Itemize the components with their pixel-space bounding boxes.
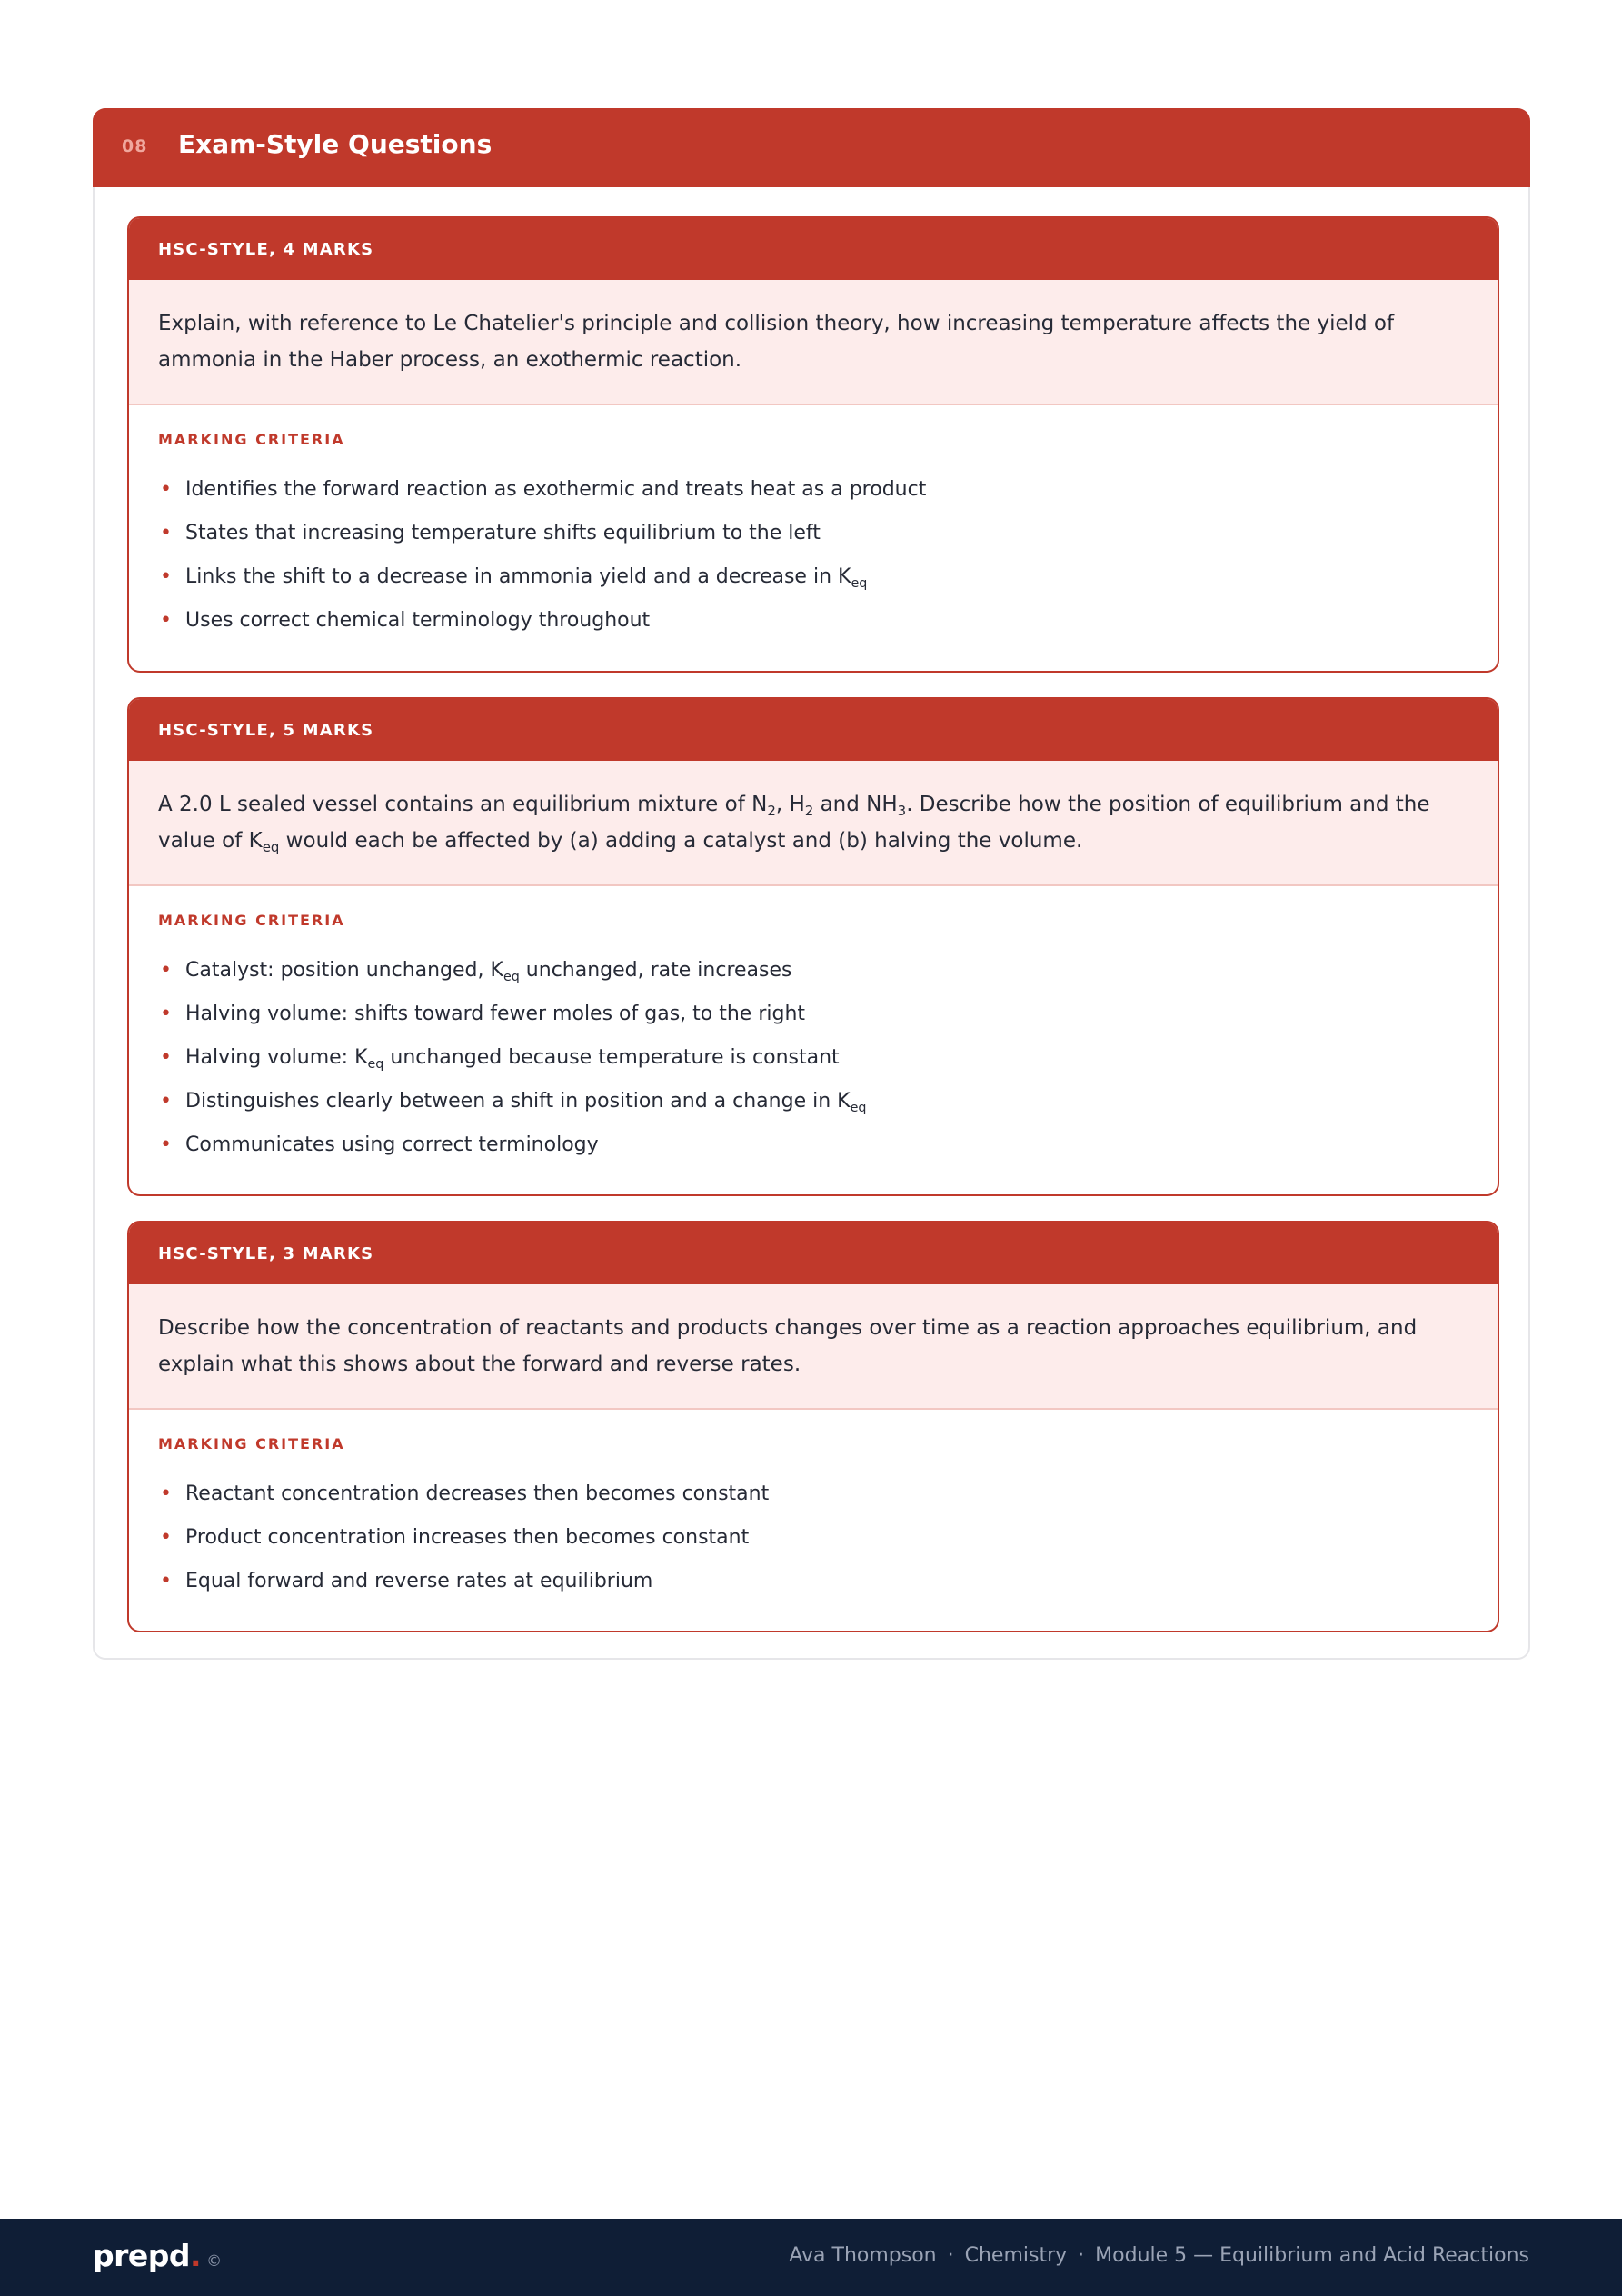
subject-name: Chemistry <box>964 2244 1068 2267</box>
section-header <box>93 108 1530 187</box>
footer-meta <box>789 2244 1529 2267</box>
bullet-icon: • <box>160 478 172 501</box>
exam-questions-section <box>93 108 1530 1660</box>
copyright-icon: © <box>206 2252 222 2271</box>
bullet-icon: • <box>160 1133 172 1156</box>
section-title: Exam-Style Questions <box>178 129 493 159</box>
question-text: Explain, with reference to Le Chatelier's principle and collision theory, how increasing temperature affects the yield of ammonia in the Haber process, an exothermic reaction. <box>129 280 1498 405</box>
criteria-item: • Communicates using correct terminology <box>158 1123 1468 1167</box>
prepd-logo[interactable] <box>93 2238 222 2273</box>
question-card-3 <box>127 1221 1499 1632</box>
question-text: Describe how the concentration of reactants and products changes over time as a reaction approaches equilibrium, and explain what this shows about the forward and reverse rates. <box>129 1284 1498 1410</box>
criteria-item: • Uses correct chemical terminology throughout <box>158 599 1468 643</box>
bullet-icon: • <box>160 1090 172 1113</box>
criteria-item: • Distinguishes clearly between a shift in position and a change in $K_{eq}$ <box>158 1080 1468 1123</box>
criteria-item: • Catalyst: position unchanged, $K_{eq}$ unchanged, rate increases <box>158 949 1468 993</box>
criteria-list <box>158 468 1468 643</box>
marking-criteria-label: MARKING CRITERIA <box>158 431 345 448</box>
marking-criteria <box>129 1410 1498 1603</box>
question-text: A 2.0 L sealed vessel contains an equilibrium mixture of $N_2$, $H_2$ and $NH_3$. Describe how the position of equilibrium and the value of $K_{eq}$ would each be affected by (a) adding a catalyst and (b) halving the volume. <box>129 761 1498 886</box>
logo-dot: . <box>190 2238 202 2273</box>
marking-criteria <box>129 886 1498 1167</box>
logo-text: prepd <box>93 2238 191 2273</box>
criteria-list <box>158 1472 1468 1603</box>
criteria-item: • Identifies the forward reaction as exothermic and treats heat as a product <box>158 468 1468 512</box>
marking-criteria-label: MARKING CRITERIA <box>158 1435 345 1452</box>
separator: · <box>1078 2244 1085 2267</box>
marking-criteria-label: MARKING CRITERIA <box>158 912 345 929</box>
marking-criteria <box>129 405 1498 643</box>
student-name: Ava Thompson <box>789 2244 937 2267</box>
criteria-item: • Equal forward and reverse rates at equilibrium <box>158 1560 1468 1603</box>
question-card-1 <box>127 216 1499 673</box>
bullet-icon: • <box>160 1526 172 1549</box>
module-name: Module 5 — Equilibrium and Acid Reactions <box>1095 2244 1529 2267</box>
criteria-item: • Reactant concentration decreases then becomes constant <box>158 1472 1468 1516</box>
criteria-item: • Links the shift to a decrease in ammonia yield and a decrease in $K_{eq}$ <box>158 555 1468 599</box>
separator: · <box>947 2244 954 2267</box>
criteria-item: • Halving volume: $K_{eq}$ unchanged because temperature is constant <box>158 1036 1468 1080</box>
criteria-list <box>158 949 1468 1167</box>
bullet-icon: • <box>160 522 172 544</box>
question-tag: HSC-STYLE, 5 MARKS <box>129 699 1498 761</box>
bullet-icon: • <box>160 1570 172 1592</box>
footer <box>0 2219 1622 2296</box>
bullet-icon: • <box>160 1482 172 1505</box>
bullet-icon: • <box>160 959 172 982</box>
question-tag: HSC-STYLE, 4 MARKS <box>129 218 1498 280</box>
bullet-icon: • <box>160 1046 172 1069</box>
bullet-icon: • <box>160 609 172 632</box>
criteria-item: • States that increasing temperature shifts equilibrium to the left <box>158 512 1468 555</box>
criteria-item: • Product concentration increases then becomes constant <box>158 1516 1468 1560</box>
bullet-icon: • <box>160 565 172 588</box>
criteria-item: • Halving volume: shifts toward fewer moles of gas, to the right <box>158 993 1468 1036</box>
question-tag: HSC-STYLE, 3 MARKS <box>129 1223 1498 1284</box>
section-number: 08 <box>122 136 148 156</box>
bullet-icon: • <box>160 1003 172 1025</box>
question-card-2 <box>127 697 1499 1196</box>
